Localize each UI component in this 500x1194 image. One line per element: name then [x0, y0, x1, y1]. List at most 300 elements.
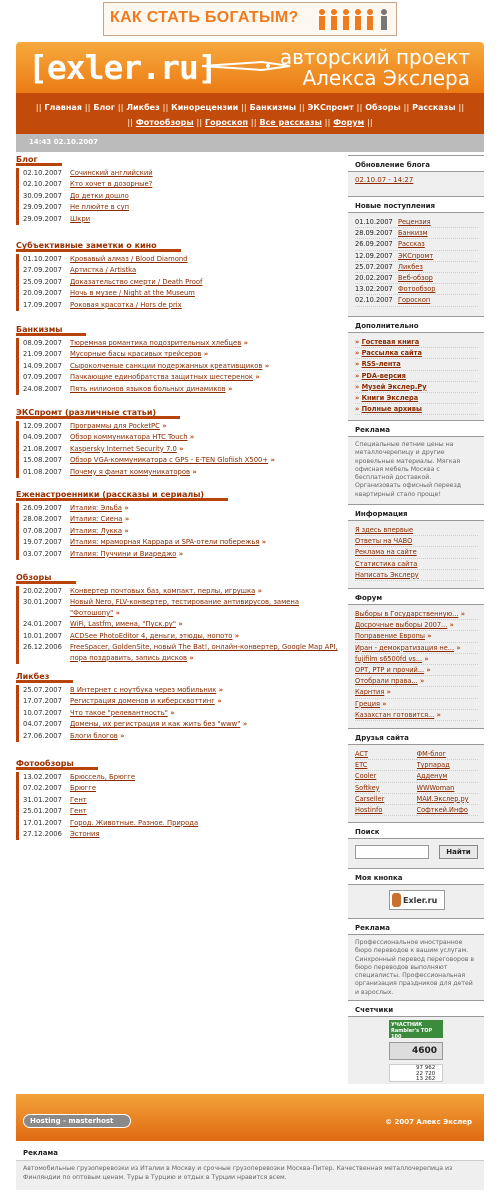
- arrow-icon: »: [113, 608, 120, 617]
- list-item: [23, 537, 342, 548]
- item-link[interactable]: Блоги блогов: [70, 731, 118, 740]
- item-link[interactable]: Италия: Лукка: [70, 526, 123, 535]
- friend-item-link[interactable]: Турпарад: [416, 761, 450, 770]
- item-text: [70, 350, 208, 358]
- section-title[interactable]: Банкизмы: [16, 325, 86, 336]
- item-date: 31.01.2007: [23, 795, 62, 804]
- site-logo[interactable]: [exler.ru]: [28, 48, 217, 87]
- item-link[interactable]: Ликбез: [398, 262, 423, 271]
- arrow-icon: »: [458, 610, 466, 618]
- arrow-icon: »: [232, 631, 240, 640]
- item-link[interactable]: Тюремная романтика подозрительных хлебцев: [70, 339, 242, 347]
- item-link[interactable]: Брюссель, Брюгге: [70, 773, 136, 781]
- nav-link[interactable]: Блог: [93, 103, 115, 112]
- arrow-icon: »: [255, 587, 263, 595]
- extra-link[interactable]: Гостевая книга: [361, 338, 420, 346]
- forum-item-link[interactable]: Выборы в Государственную...: [355, 610, 459, 618]
- header-slogan: [280, 47, 470, 89]
- counter-value: 13 262: [416, 1076, 436, 1083]
- arrow-icon: »: [225, 384, 233, 393]
- item-date: 26.12.2006: [23, 643, 62, 652]
- item-link[interactable]: Гороскоп: [398, 296, 431, 305]
- arrow-icon: »: [384, 688, 391, 697]
- nav-link[interactable]: Обзоры: [365, 103, 401, 112]
- friend-item-link[interactable]: Softkey: [355, 783, 380, 792]
- item-text: [70, 697, 222, 705]
- ad-text: Профессиональное иностранное бюро переводов к вашим услугам. Синхронный перевод переговоров в бюро переводов выполняют специалисты. Профессиональная организация праздников для детей и взрослых.: [355, 939, 475, 996]
- list-item: [23, 642, 342, 664]
- item-link[interactable]: Артистка / Artistka: [70, 266, 137, 275]
- date-bar: 14:43 02.10.2007: [16, 134, 484, 152]
- bottom-ad: [16, 1144, 484, 1190]
- nav-link[interactable]: Форум: [333, 118, 365, 127]
- arrow-icon: »: [176, 549, 184, 558]
- item-link[interactable]: Шкри: [70, 214, 91, 223]
- forum-item-link[interactable]: Отобрали права...: [355, 677, 418, 686]
- friend-item-link[interactable]: Hostinfo: [355, 805, 383, 814]
- item-link[interactable]: Италия: мраморная Каррара и SPA-отели побережья: [70, 538, 260, 547]
- list-item: [23, 202, 342, 213]
- button-logo: Exler.ru: [403, 896, 438, 905]
- info-item-link[interactable]: Ответы на ЧАВО: [355, 537, 413, 546]
- nav-link[interactable]: Кинорецензии: [171, 103, 239, 112]
- item-text: [70, 301, 182, 309]
- list-item: [23, 338, 342, 349]
- item-link[interactable]: Италия: Сиена: [70, 515, 123, 524]
- nav-link[interactable]: Все рассказы: [259, 118, 322, 127]
- item-link[interactable]: До детки дошло: [70, 191, 129, 200]
- list-item: [23, 421, 342, 432]
- liveinternet-counter[interactable]: [389, 1064, 443, 1082]
- new-item: [355, 251, 478, 262]
- forum-item-link[interactable]: ОРТ, РТР и прочий...: [355, 665, 425, 674]
- item-link[interactable]: Банкизм: [398, 229, 428, 238]
- nav-separator: ||: [114, 103, 127, 112]
- friend-item-link[interactable]: Carseller: [355, 794, 385, 803]
- list-item: [23, 191, 342, 202]
- extra-link[interactable]: Полные архивы: [361, 405, 422, 414]
- block-title: Обновление блога: [348, 155, 484, 172]
- item-date: 21.08.2007: [23, 444, 62, 453]
- item-text: [70, 515, 129, 523]
- friend-item-link[interactable]: WWWoman: [416, 783, 455, 792]
- arrow-icon: »: [253, 373, 260, 382]
- content-section: [16, 155, 342, 225]
- list-item: [23, 514, 342, 525]
- site-header: [16, 42, 484, 93]
- item-date: 25.07.2007: [23, 686, 62, 694]
- section-title[interactable]: ЭКСпромт (различные статьи): [16, 408, 180, 419]
- item-text: [70, 620, 183, 628]
- friend-item: [417, 771, 479, 782]
- forum-item: [355, 676, 478, 687]
- nav-link[interactable]: Банкизмы: [249, 103, 297, 112]
- block-title: Поиск: [348, 822, 484, 839]
- item-link[interactable]: Kaspersky Internet Security 7.0: [70, 444, 177, 453]
- arrow-icon: »: [187, 653, 194, 662]
- block-title: Дополнительно: [348, 316, 484, 333]
- search-button[interactable]: Найти: [439, 845, 477, 859]
- list-item: [23, 254, 342, 265]
- new-items-block: [348, 196, 484, 309]
- list-item: [23, 549, 342, 560]
- item-text: [70, 830, 100, 838]
- list-item: [23, 179, 342, 190]
- item-date: 21.09.2007: [23, 350, 62, 359]
- friend-item-link[interactable]: ФМ-блог: [416, 750, 447, 758]
- item-text: [70, 385, 232, 393]
- item-date: 27.06.2007: [23, 731, 62, 740]
- item-date: 04.07.2007: [23, 720, 62, 729]
- list-item: [23, 467, 342, 478]
- item-link[interactable]: Сыроколченые санкции подержанных креативщиков: [70, 361, 263, 370]
- item-text: [70, 796, 87, 804]
- arrow-icon: »: [355, 349, 362, 358]
- nav-link[interactable]: Главная: [44, 103, 82, 112]
- info-item-link[interactable]: Реклама на сайте: [355, 548, 417, 557]
- item-link[interactable]: Роковая красотка / Hors de prix: [70, 300, 182, 309]
- item-link[interactable]: Новый Nero, FLV-конвертер, тестирование антивирусов, замена "Фотошопу": [70, 598, 300, 617]
- arrow-icon: »: [422, 654, 429, 663]
- item-link[interactable]: Рассказ: [398, 240, 425, 249]
- forum-item: [355, 631, 478, 642]
- item-date: 14.09.2007: [23, 361, 62, 370]
- item-link[interactable]: Ночь в музее / Night at the Museum: [70, 289, 195, 298]
- item-date: 28.09.2007: [355, 229, 393, 238]
- list-item: [23, 719, 342, 730]
- item-link[interactable]: Кровавый алмаз / Blood Diamond: [70, 255, 188, 263]
- list-item: [23, 361, 342, 372]
- list-item: [23, 731, 342, 742]
- item-link[interactable]: Обзор VGA-коммуникатора с GPS - E-TEN Glofiish X500+: [70, 456, 269, 465]
- content-section: [16, 408, 342, 478]
- item-link[interactable]: Мусорные басы красивых трейсеров: [70, 350, 202, 359]
- slogan-line-1: авторский проект: [279, 45, 470, 69]
- item-link[interactable]: Почему я фанат коммуникаторов: [70, 467, 191, 476]
- item-link[interactable]: Сочинский английский: [70, 169, 153, 177]
- my-button-block: [348, 868, 484, 912]
- friend-item: [417, 794, 479, 805]
- arrow-icon: »: [121, 504, 129, 512]
- item-date: 30.09.2007: [23, 191, 62, 200]
- nav-separator: ||: [193, 118, 205, 127]
- arrow-icon: »: [380, 699, 387, 708]
- item-text: [70, 538, 266, 546]
- friend-item: [355, 783, 417, 794]
- item-link[interactable]: Кто хочет в дозорные?: [70, 180, 153, 189]
- hit-counter[interactable]: 4600: [389, 1042, 443, 1060]
- forum-item: [355, 654, 478, 665]
- friend-item-link[interactable]: МАИ.Экслер.ру: [416, 794, 469, 803]
- nav-link[interactable]: Рассказы: [412, 103, 456, 112]
- nav-separator: ||: [353, 103, 366, 112]
- forum-item-link[interactable]: Греция: [355, 699, 381, 708]
- item-text: [70, 720, 247, 728]
- section-list: [16, 338, 342, 395]
- extra-link[interactable]: RSS-лента: [361, 360, 401, 369]
- item-date: 10.07.2007: [23, 708, 62, 717]
- item-link[interactable]: Программы для PocketPC: [70, 422, 160, 430]
- main-nav: [16, 93, 484, 134]
- new-item: [355, 295, 478, 306]
- item-link[interactable]: Италия: Эльба: [70, 504, 122, 512]
- item-text: [70, 362, 269, 370]
- item-text: [70, 180, 152, 188]
- item-date: 27.09.2007: [23, 266, 62, 275]
- block-title: Информация: [348, 504, 484, 521]
- item-date: 07.08.2007: [23, 526, 62, 535]
- item-text: [70, 504, 129, 512]
- block-title: Форум: [348, 588, 484, 605]
- item-link[interactable]: Не плюйте в суп: [70, 203, 130, 212]
- slogan-line-2: Алекса Экслера: [302, 66, 470, 90]
- rambler-counter[interactable]: УЧАСТНИК Rambler's TOP 100: [389, 1020, 443, 1038]
- arrow-icon: »: [122, 526, 129, 535]
- forum-item-link[interactable]: fujifilm s6500fd vs...: [355, 654, 423, 663]
- forum-item: [355, 620, 478, 631]
- item-date: 13.02.2007: [355, 285, 393, 294]
- item-link[interactable]: Конвертер почтовых баз, компакт, перлы, игрушка: [70, 587, 256, 595]
- item-link[interactable]: Брюгге: [70, 784, 97, 793]
- item-date: 27.12.2006: [23, 829, 62, 838]
- footer: [16, 1094, 484, 1141]
- counter-value: 97 962: [416, 1065, 436, 1071]
- info-item-link[interactable]: Я здесь впервые: [355, 526, 413, 534]
- section-list: [16, 586, 342, 664]
- section-list: [16, 685, 342, 742]
- item-link[interactable]: Веб-обзор: [398, 273, 433, 282]
- item-link[interactable]: ЭКСпромт: [398, 251, 434, 260]
- arrow-icon: »: [241, 339, 248, 347]
- item-link[interactable]: FreeSpacer, GoldenSite, новый The Bat!, онлайн-конвертер, Google Map API, пора поздравить, запись дисков: [70, 643, 338, 662]
- section-list: [16, 254, 342, 311]
- nav-row-2: [16, 118, 484, 127]
- item-date: 20.02.2007: [23, 587, 62, 595]
- item-date: 29.09.2007: [23, 214, 62, 223]
- item-date: 28.08.2007: [23, 515, 62, 524]
- new-item: [355, 217, 478, 228]
- list-item: [23, 795, 342, 806]
- arrow-icon: »: [434, 710, 441, 719]
- exler-button[interactable]: [389, 890, 445, 910]
- arrow-icon: »: [417, 677, 425, 686]
- list-item: [23, 818, 342, 829]
- section-list: [16, 503, 342, 560]
- friend-item-link[interactable]: Cooler: [355, 772, 377, 781]
- friend-item: [417, 760, 479, 771]
- item-link[interactable]: Регистрация доменов и киберсквоттинг: [70, 697, 215, 706]
- item-link[interactable]: WiFi, Lastfm, имена, "Пуск.ру": [70, 620, 176, 629]
- forum-item: [355, 665, 478, 676]
- item-text: [70, 468, 197, 476]
- section-title[interactable]: Обзоры: [16, 573, 76, 584]
- item-date: 17.01.2007: [23, 818, 62, 827]
- item-link[interactable]: Пять нилионов языков больных динамиков: [70, 384, 226, 393]
- item-link[interactable]: Гент: [70, 807, 87, 816]
- info-item-link[interactable]: Написать Экслеру: [355, 570, 419, 579]
- item-date: 20.02.2007: [355, 273, 393, 282]
- nav-row-1: [16, 103, 484, 112]
- info-item-link[interactable]: Статистика сайта: [355, 559, 418, 568]
- nav-separator: ||: [400, 103, 413, 112]
- list-item: [23, 277, 342, 288]
- item-text: [70, 278, 202, 286]
- item-date: 29.09.2007: [23, 203, 62, 212]
- nav-link[interactable]: Гороскоп: [205, 118, 249, 127]
- section-title[interactable]: Фотообзоры: [16, 759, 98, 770]
- item-date: 12.09.2007: [23, 422, 62, 430]
- item-date: 02.10.2007: [355, 296, 393, 305]
- search-block: [348, 822, 484, 861]
- friend-item: [417, 805, 479, 816]
- nav-separator: ||: [81, 103, 94, 112]
- item-date: 08.09.2007: [23, 339, 62, 347]
- item-link[interactable]: Фотообзор: [398, 285, 436, 294]
- nav-link[interactable]: Ликбез: [126, 103, 160, 112]
- friend-item: [417, 783, 479, 794]
- list-item: [23, 829, 342, 840]
- item-date: 07.02.2007: [23, 784, 62, 793]
- forum-item-link[interactable]: Поправение Европы: [355, 632, 426, 641]
- arrow-icon: »: [355, 393, 362, 402]
- item-text: [70, 266, 136, 274]
- item-date: 20.09.2007: [23, 289, 62, 298]
- list-item: [23, 619, 342, 630]
- item-date: 15.08.2007: [23, 456, 62, 465]
- item-text: [70, 456, 275, 464]
- nav-separator: ||: [238, 103, 250, 112]
- item-date: 02.10.2007: [23, 169, 62, 177]
- extra-item: [355, 348, 478, 359]
- section-title[interactable]: Блог: [16, 155, 62, 166]
- item-text: [70, 339, 248, 347]
- extra-link[interactable]: PDA-версия: [361, 371, 406, 380]
- friend-item-link[interactable]: ETC: [355, 761, 368, 770]
- list-item: [23, 772, 342, 783]
- item-text: [70, 373, 260, 381]
- new-item: [355, 239, 478, 250]
- item-date: 02.10.2007: [23, 180, 62, 189]
- arrow-icon: »: [175, 620, 183, 629]
- item-link[interactable]: Италия: Пуччини и Виареджо: [70, 549, 177, 558]
- new-item: [355, 262, 478, 273]
- friend-item-link[interactable]: Адденум: [416, 772, 448, 781]
- section-title[interactable]: Еженастроенники (рассказы и сериалы): [16, 490, 228, 501]
- friend-item: [355, 771, 417, 782]
- forum-item-link[interactable]: Казахстан готовится...: [355, 710, 435, 719]
- item-link[interactable]: Пачкающие единобратства защитных шестеренок: [70, 373, 254, 382]
- item-link[interactable]: В Интернет с ноутбука через мобильник: [70, 686, 217, 694]
- item-date: 17.09.2007: [23, 300, 62, 309]
- item-text: [70, 527, 129, 535]
- item-date: 01.10.2007: [23, 255, 62, 263]
- forum-item-link[interactable]: Карнтия: [355, 688, 385, 697]
- block-title: Реклама: [16, 1144, 484, 1161]
- extra-item: [355, 359, 478, 370]
- list-item: [23, 455, 342, 466]
- item-date: 25.07.2007: [355, 262, 393, 271]
- banner-text: КАК СТАТЬ БОГАТЫМ?: [110, 9, 299, 26]
- list-item: [23, 685, 342, 696]
- nav-link[interactable]: Фотообзоры: [135, 118, 194, 127]
- info-item: [355, 536, 478, 547]
- search-input[interactable]: [355, 845, 429, 859]
- item-date: 13.02.2007: [23, 773, 62, 781]
- item-link[interactable]: Город. Животные. Разное. Природа: [70, 818, 199, 827]
- arrow-icon: »: [268, 456, 275, 465]
- info-block: [348, 504, 484, 583]
- face-icon: [392, 893, 401, 907]
- list-item: [23, 526, 342, 537]
- forum-item-link[interactable]: Досрочные выборы 2007...: [355, 621, 448, 630]
- ad-block: [348, 420, 484, 501]
- item-text: [70, 784, 96, 792]
- friend-item: [355, 760, 417, 771]
- nav-link[interactable]: ЭКСпромт: [307, 103, 354, 112]
- list-item: [23, 597, 342, 619]
- item-link[interactable]: Эстония: [70, 829, 100, 838]
- extra-item: [355, 371, 478, 382]
- item-link[interactable]: Доказательство смерти / Death Proof: [70, 277, 203, 286]
- hosting-badge[interactable]: Hosting - masterhost: [23, 1114, 131, 1128]
- friends-block: [348, 728, 484, 818]
- item-date: 03.07.2007: [23, 549, 62, 558]
- item-text: [70, 732, 125, 740]
- nav-separator: ||: [35, 103, 45, 112]
- section-title[interactable]: Ликбез: [16, 672, 73, 683]
- arrow-icon: »: [425, 632, 432, 641]
- list-item: [23, 288, 342, 299]
- blog-update-link[interactable]: 02.10.07 - 14:27: [355, 176, 414, 184]
- item-text: [70, 550, 183, 558]
- forum-item-link[interactable]: Иран - демократизация не...: [355, 643, 455, 652]
- item-link[interactable]: Гент: [70, 795, 87, 804]
- list-item: [23, 300, 342, 311]
- section-title[interactable]: Субъективные заметки о кино: [16, 241, 181, 252]
- section-list: [16, 772, 342, 840]
- counters-block: [348, 1000, 484, 1084]
- item-link[interactable]: Что такое "релевантность": [70, 708, 168, 717]
- friend-item-link[interactable]: ACT: [355, 750, 369, 758]
- item-date: 25.01.2007: [23, 807, 62, 816]
- friend-item: [355, 749, 417, 760]
- list-item: [23, 265, 342, 276]
- arrow-icon: »: [190, 467, 197, 476]
- item-date: 07.09.2007: [23, 373, 62, 382]
- extra-link[interactable]: Музей Экслер.Ру: [361, 382, 427, 391]
- item-link[interactable]: ACDSee PhotoEditor 4, деньги, этюды, нопото: [70, 631, 233, 640]
- friend-item-link[interactable]: Софткей.Инфо: [416, 805, 468, 814]
- friend-item: [355, 794, 417, 805]
- item-link[interactable]: Домены, их регистрация и как жить без "www": [70, 720, 241, 729]
- pen-icon: [202, 54, 292, 78]
- extra-link[interactable]: Рассылка сайта: [361, 349, 422, 358]
- blog-update-block: [348, 155, 484, 186]
- item-text: [70, 422, 167, 430]
- list-item: [23, 444, 342, 455]
- item-link[interactable]: Обзор коммуникатора HTC Touch: [70, 433, 188, 442]
- extra-link[interactable]: Книги Экслера: [361, 393, 419, 402]
- item-link[interactable]: Рецензия: [398, 218, 431, 226]
- item-date: 26.09.2007: [355, 240, 393, 249]
- block-title: Моя кнопка: [348, 868, 484, 885]
- list-item: [23, 384, 342, 395]
- item-date: 24.01.2007: [23, 620, 62, 629]
- item-date: 12.09.2007: [355, 251, 393, 260]
- arrow-icon: »: [355, 382, 362, 391]
- counter-value: 22 720: [416, 1070, 436, 1077]
- top-banner[interactable]: [103, 2, 397, 36]
